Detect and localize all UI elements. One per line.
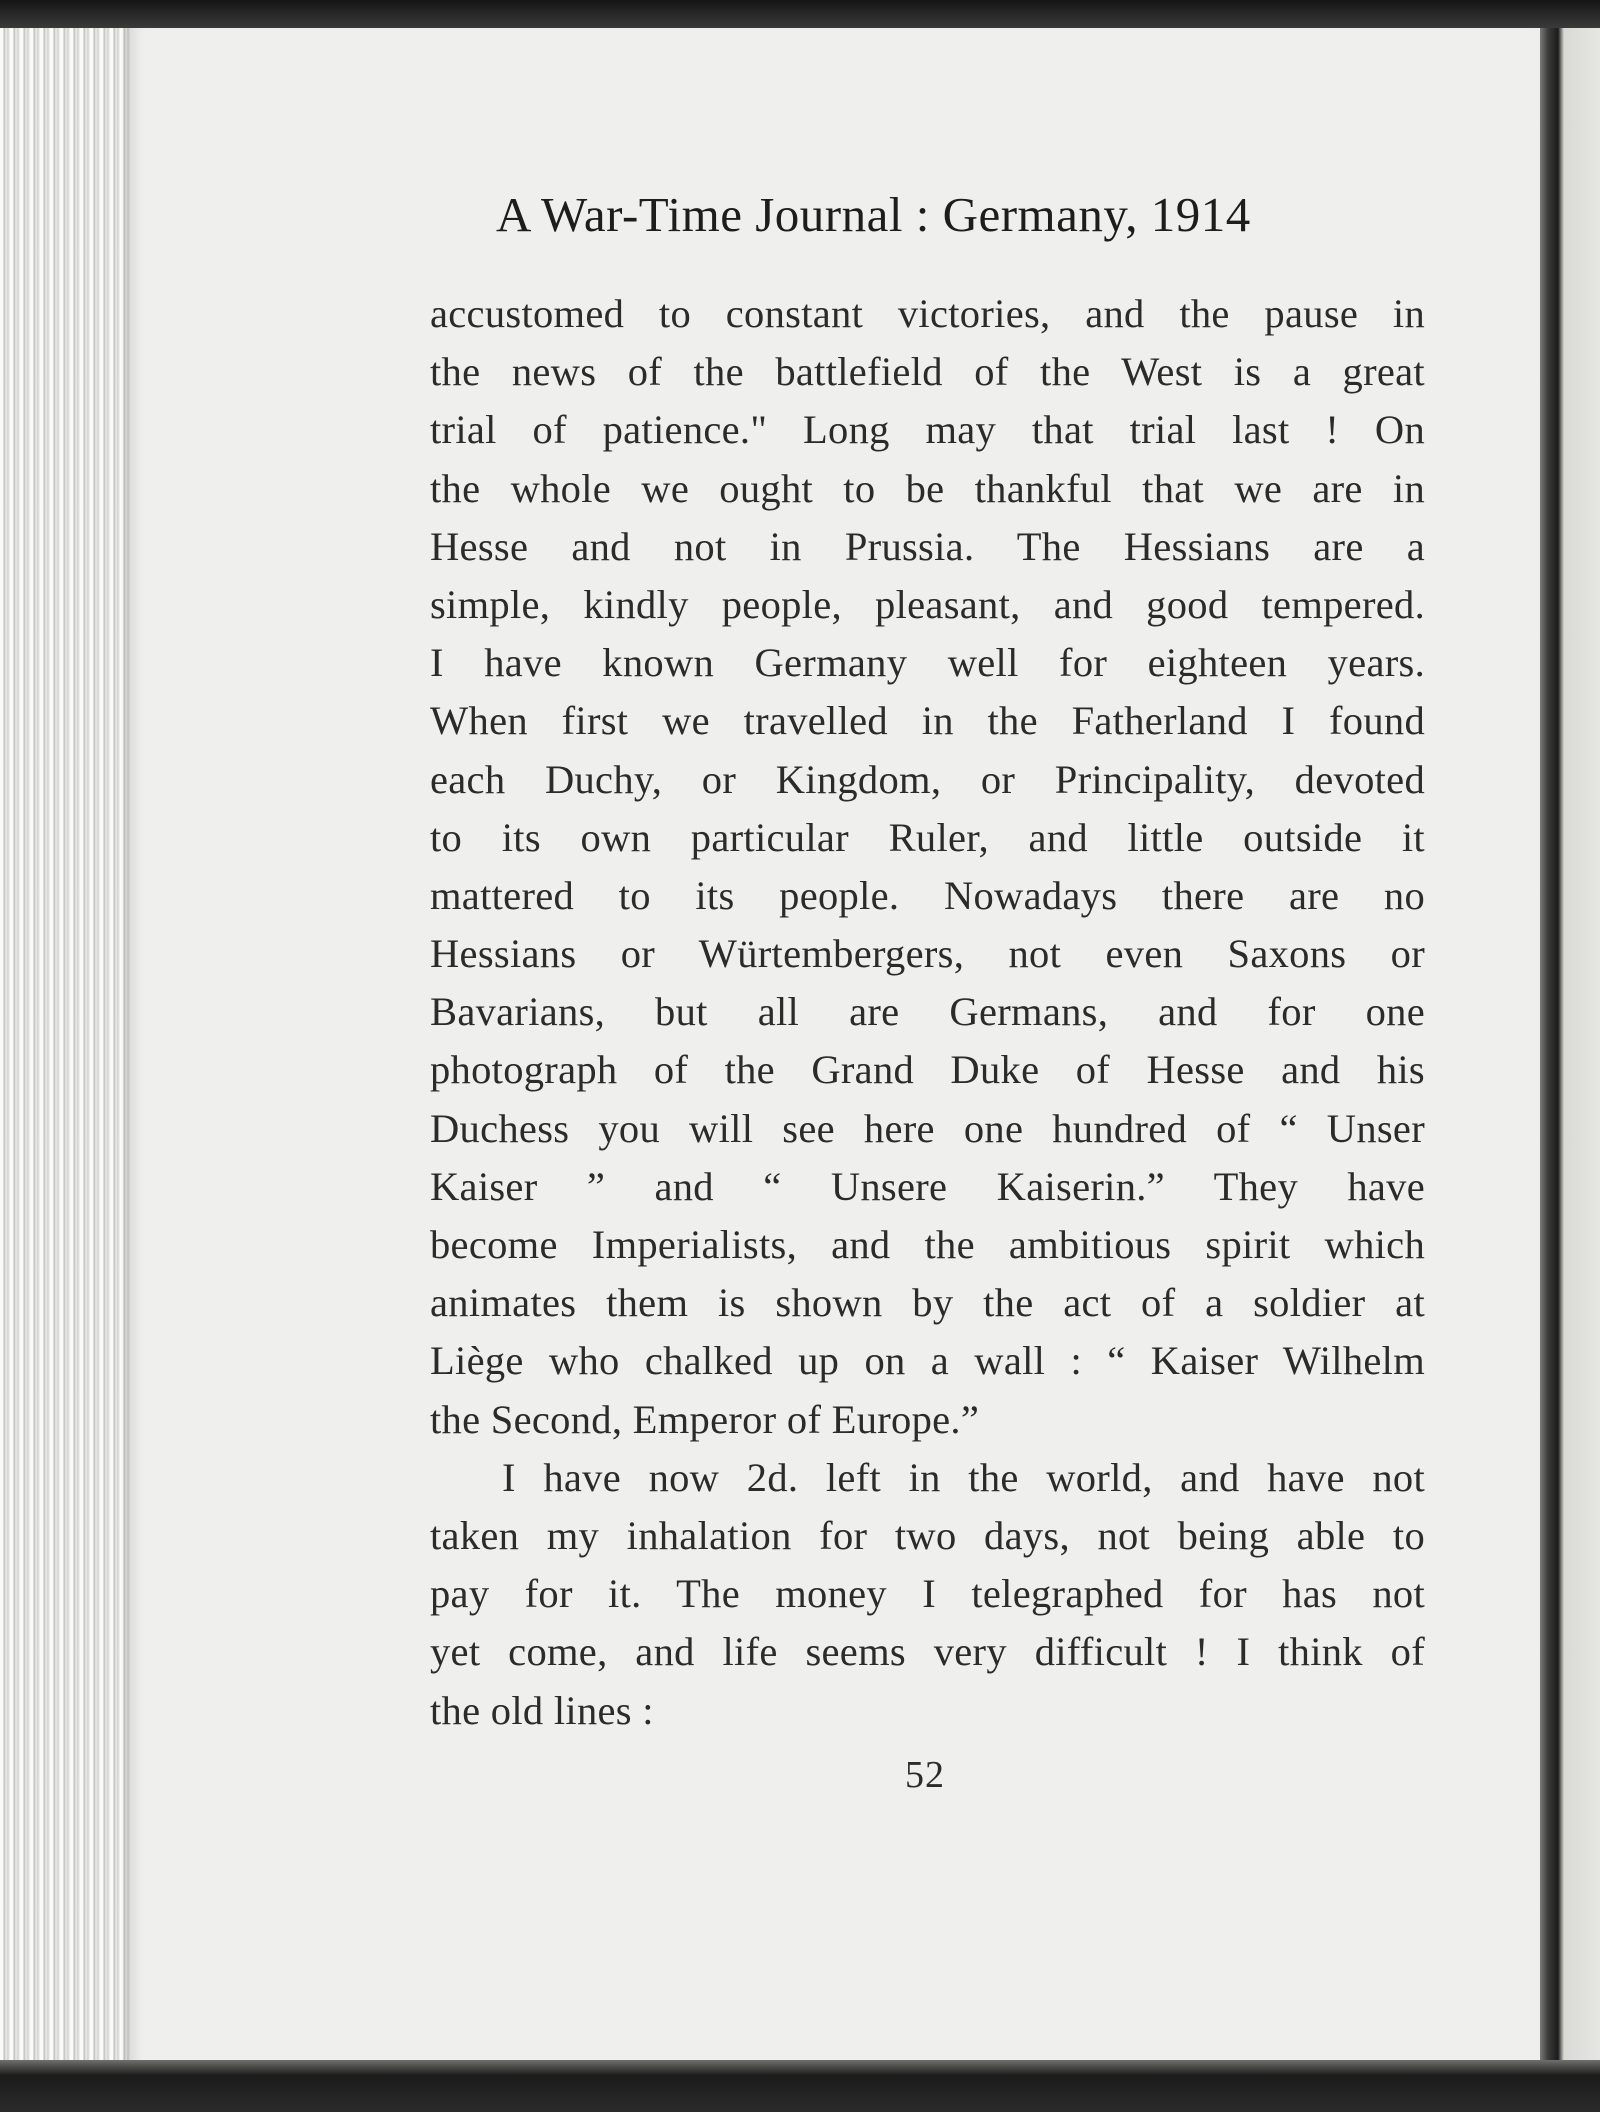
text-line: animates them is shown by the act of a soldier at <box>430 1280 1425 1326</box>
text-line: mattered to its people. Nowadays there are no <box>430 872 1425 918</box>
running-head: A War-Time Journal : Germany, 1914 <box>496 187 1251 242</box>
scan-top-border <box>0 0 1600 28</box>
book-gutter <box>1540 0 1600 2112</box>
body-text <box>430 285 1425 1740</box>
text-line: simple, kindly people, pleasant, and good tempered. <box>430 581 1425 627</box>
text-line: pay for it. The money I telegraphed for has not <box>430 1571 1425 1617</box>
text-line: become Imperialists, and the ambitious spirit which <box>430 1222 1425 1267</box>
text-line: the old lines : <box>430 1687 654 1733</box>
text-line: the news of the battlefield of the West is a great <box>430 349 1425 395</box>
page-edge-stack <box>0 0 135 2112</box>
text-line: to its own particular Ruler, and little outside it <box>430 814 1425 860</box>
text-line: When first we travelled in the Fatherland I found <box>430 698 1425 744</box>
text-line: the whole we ought to be thankful that we are in <box>430 465 1425 511</box>
text-line: Duchess you will see here one hundred of “ Unser <box>430 1105 1425 1151</box>
paragraph-first-line: I have now 2d. left in the world, and have not <box>502 1454 1425 1500</box>
text-line: taken my inhalation for two days, not being able to <box>430 1512 1425 1558</box>
text-line: yet come, and life seems very difficult ! I think of <box>430 1629 1425 1675</box>
text-line: trial of patience." Long may that trial last ! On <box>430 407 1425 453</box>
text-line: accustomed to constant victories, and the pause in <box>430 291 1425 336</box>
text-line: I have known Germany well for eighteen years. <box>430 640 1425 686</box>
text-line: the Second, Emperor of Europe.” <box>430 1396 980 1442</box>
text-line: Bavarians, but all are Germans, and for one <box>430 989 1425 1035</box>
text-line: photograph of the Grand Duke of Hesse and his <box>430 1047 1425 1093</box>
page-number: 52 <box>905 1754 945 1796</box>
text-line: each Duchy, or Kingdom, or Principality, devoted <box>430 756 1425 802</box>
scan-bottom-border <box>0 2060 1600 2112</box>
text-line: Liège who chalked up on a wall : “ Kaiser Wilhelm <box>430 1338 1425 1384</box>
text-line: Kaiser ” and “ Unsere Kaiserin.” They have <box>430 1163 1425 1209</box>
text-line: Hesse and not in Prussia. The Hessians are a <box>430 523 1425 569</box>
text-line: Hessians or Würtembergers, not even Saxons or <box>430 931 1425 977</box>
